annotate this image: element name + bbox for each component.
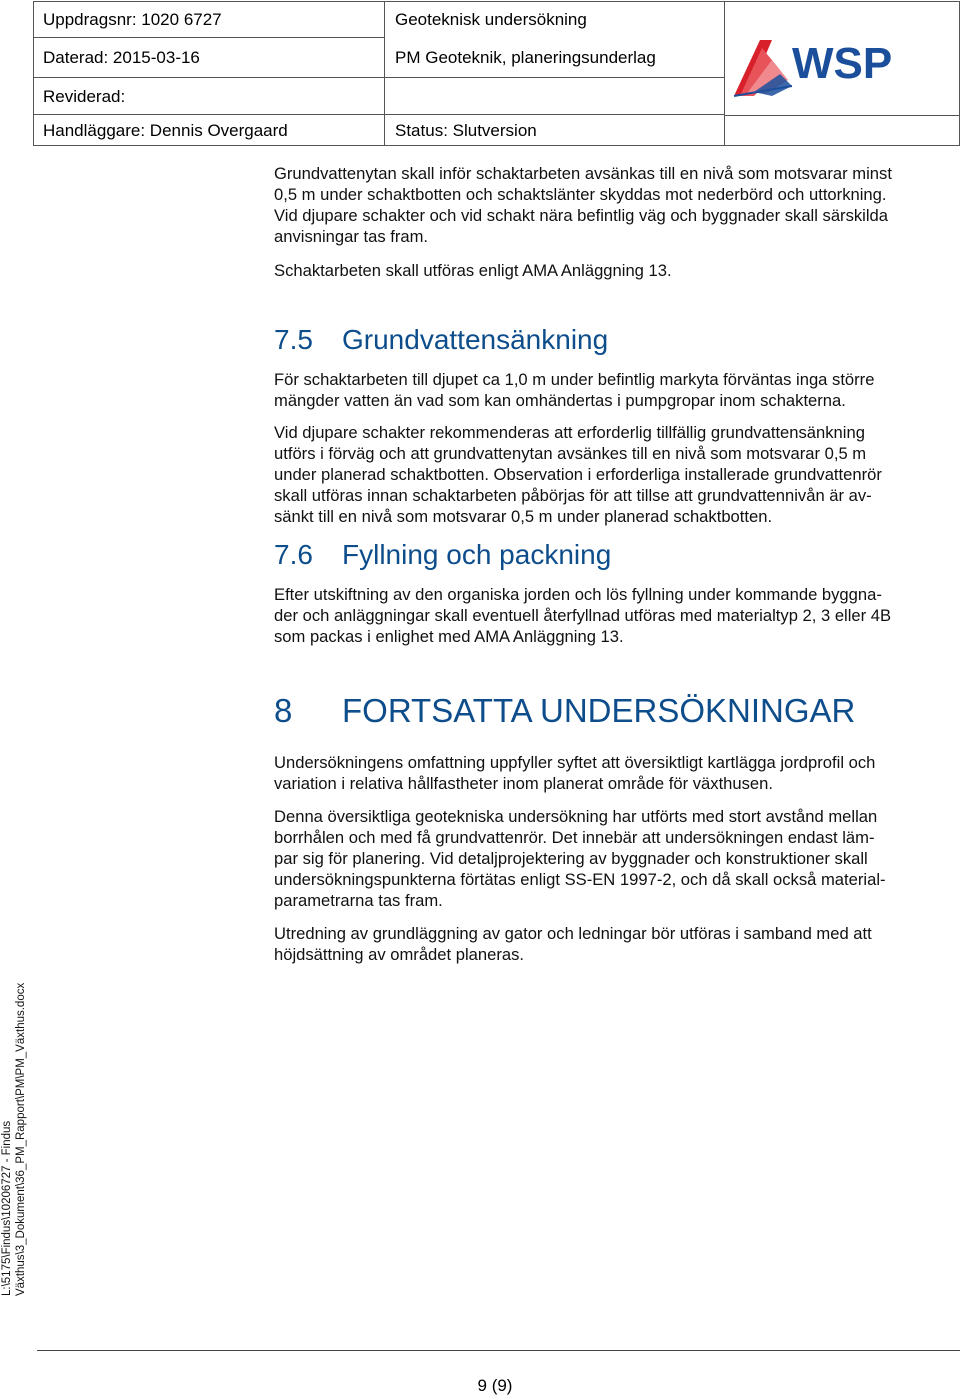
sec75-p2-line-1: Vid djupare schakter rekommenderas att erforderlig tillfällig grundvattensänkning	[274, 423, 865, 442]
heading-title: FORTSATTA UNDERSÖKNINGAR	[342, 692, 856, 729]
sec75-p2-line-3: under planerad schaktbotten. Observation i erforderliga installerade grundvattenrör	[274, 465, 882, 484]
heading-8	[274, 694, 855, 727]
intro-line-4: anvisningar tas fram.	[274, 227, 429, 246]
header-empty-cell	[385, 78, 725, 115]
sec75-p2-line-5: sänkt till en nivå som motsvarar 0,5 m under planerad schaktbotten.	[274, 507, 773, 526]
intro-line-1: Grundvattenytan skall inför schaktarbeten avsänkas till en nivå som motsvarar minst	[274, 164, 892, 183]
header-title: Geoteknisk undersökning	[385, 1, 725, 38]
header-dated: Daterad: 2015-03-16	[33, 38, 385, 78]
sec8-p1-line-2: variation i relativa hållfastheter inom planerat område för växthusen.	[274, 774, 773, 793]
sec8-p2-line-2: borrhålen och med få grundvattenrör. Det innebär att undersökningen endast läm-	[274, 828, 875, 847]
header-assignment: Uppdragsnr: 1020 6727	[33, 1, 385, 38]
wsp-logo	[732, 30, 922, 100]
heading-number: 7.5	[274, 324, 313, 355]
sec76-p1-line-2: der och anläggningar skall eventuell återfyllnad utföras med materialtyp 2, 3 eller 4B	[274, 606, 892, 625]
sec75-p1-line-1: För schaktarbeten till djupet ca 1,0 m under befintlig markyta förväntas inga större	[274, 370, 875, 389]
intro-line-3: Vid djupare schakter och vid schakt nära befintlig väg och byggnader skall särskilda	[274, 206, 889, 225]
header-status: Status: Slutversion	[385, 115, 725, 146]
logo-wing-icon	[734, 40, 792, 96]
file-path-line-1: L:\5175\Findus\10206727 - Findus	[1, 1120, 13, 1296]
heading-number: 7.6	[274, 539, 313, 570]
sec8-p1-line-1: Undersökningens omfattning uppfyller syftet att översiktligt kartlägga jordprofil och	[274, 753, 876, 772]
heading-title: Grundvattensänkning	[342, 324, 609, 355]
intro-ama-line: Schaktarbeten skall utföras enligt AMA Anläggning 13.	[274, 261, 672, 280]
intro-line-2: 0,5 m under schaktbotten och schaktslänter skyddas mot nederbörd och uttorkning.	[274, 185, 887, 204]
sec75-p1-line-2: mängder vatten än vad som kan omhändertas i pumpgropar inom schakterna.	[274, 391, 846, 410]
sec8-p2-line-4: undersökningspunkterna förtätas enligt SS-EN 1997-2, och då skall också material-	[274, 870, 886, 889]
sec8-p2-line-3: par sig för planering. Vid detaljprojektering av byggnader och konstruktioner skall	[274, 849, 868, 868]
heading-7-6	[274, 541, 611, 569]
header-revised: Reviderad:	[33, 78, 385, 115]
sec8-p3-line-2: höjdsättning av området planeras.	[274, 945, 524, 964]
header-subtitle: PM Geoteknik, planeringsunderlag	[385, 38, 725, 78]
page-number-text: 9 (9)	[477, 1376, 513, 1395]
header-handler: Handläggare: Dennis Overgaard	[33, 115, 385, 146]
footer-divider	[37, 1350, 960, 1351]
sec75-p2-line-2: utförs i förväg och att grundvattenytan avsänkes till en nivå som motsvarar 0,5 m	[274, 444, 867, 463]
sec75-p2-line-4: skall utföras innan schaktarbeten påbörjas för att tillse att grundvattennivån är av-	[274, 486, 872, 505]
header-blank-cell	[725, 115, 960, 146]
sec8-p2-line-5: parametrarna tas fram.	[274, 891, 443, 910]
logo-text: WSP	[792, 39, 893, 88]
heading-7-5	[274, 326, 608, 354]
heading-title: Fyllning och packning	[342, 539, 612, 570]
sec76-p1-line-1: Efter utskiftning av den organiska jorden och lös fyllning under kommande byggna-	[274, 585, 882, 604]
file-path-sidebar	[0, 983, 28, 1296]
sec76-p1-line-3: som packas i enlighet med AMA Anläggning 13.	[274, 627, 624, 646]
sec8-p2-line-1: Denna översiktliga geotekniska undersökning har utförts med stort avstånd mellan	[274, 807, 878, 826]
heading-number: 8	[274, 692, 293, 729]
sec8-p3-line-1: Utredning av grundläggning av gator och ledningar bör utföras i samband med att	[274, 924, 872, 943]
file-path-line-2: Växthus\3_Dokument\36_PM_Rapport\PM\PM_Växthus.docx	[15, 982, 27, 1296]
page-number	[0, 1377, 960, 1394]
